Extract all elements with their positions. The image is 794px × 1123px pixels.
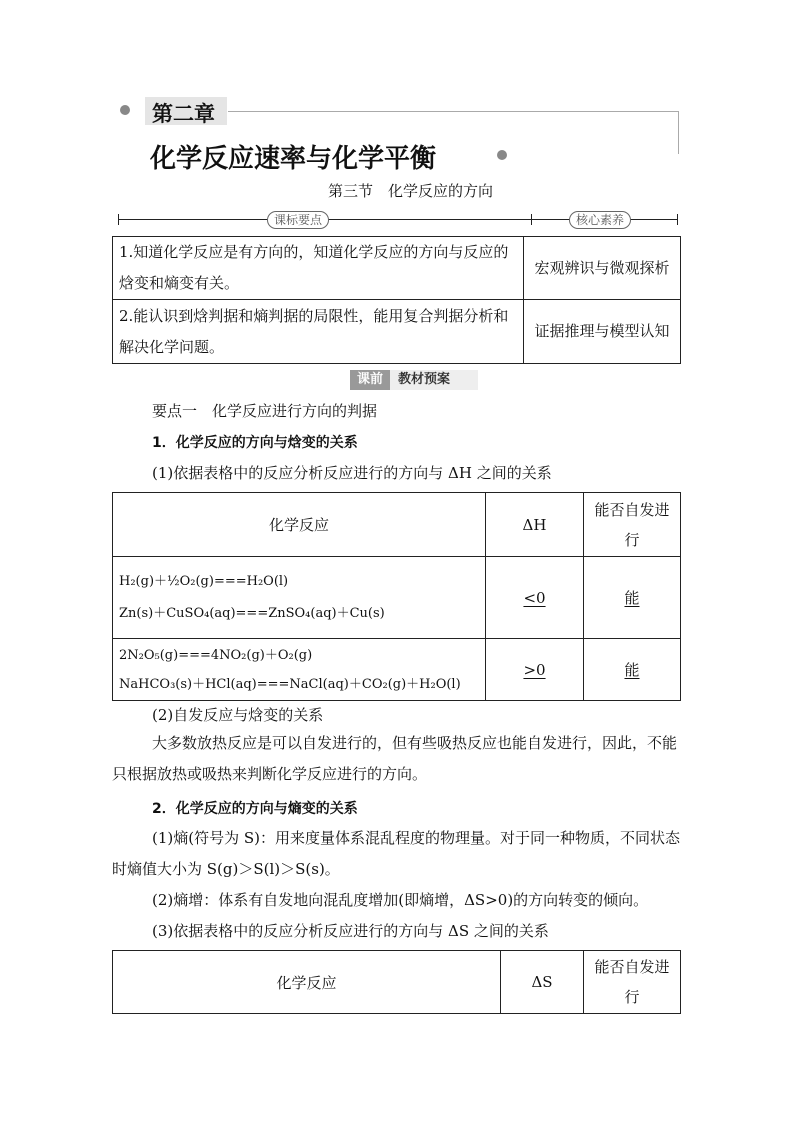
- paragraph: (1)依据表格中的反应分析反应进行的方向与 ΔH 之间的关系: [152, 464, 552, 482]
- enthalpy-value: <0: [523, 588, 546, 607]
- objective-text: 1.知道化学反应是有方向的，知道化学反应的方向与反应的焓变和熵变有关。: [113, 237, 524, 300]
- chapter-title: 化学反应速率与化学平衡: [150, 144, 437, 174]
- objectives-table: [112, 236, 681, 364]
- table-header: 化学反应: [113, 493, 486, 557]
- paragraph: (1)熵(符号为 S)：用来度量体系混乱程度的物理量。对于同一种物质，不同状态时熵值大小为 S(g)＞S(l)＞S(s)。: [112, 829, 680, 878]
- banner-tag: 课前: [350, 370, 390, 390]
- reaction: H₂(g)＋½O₂(g)===H₂O(l): [119, 573, 289, 589]
- paragraph: (2)自发反应与焓变的关系: [152, 706, 324, 724]
- table-header: 能否自发进行: [584, 951, 681, 1014]
- objective-literacy: 宏观辨识与微观探析: [524, 237, 681, 300]
- heading: 1．化学反应的方向与焓变的关系: [152, 435, 358, 451]
- divider-tick: [118, 214, 119, 225]
- paragraph: (3)依据表格中的反应分析反应进行的方向与 ΔS 之间的关系: [152, 922, 549, 940]
- table-header: 能否自发进行: [584, 493, 681, 557]
- entropy-table: [112, 950, 681, 1014]
- bullet-icon: [497, 150, 507, 160]
- chapter-label: 第二章: [152, 101, 215, 126]
- objective-text: 2.能认识到焓判据和熵判据的局限性，能用复合判据分析和解决化学问题。: [113, 300, 524, 364]
- paragraph: (2)熵增：体系有自发地向混乱度增加(即熵增，ΔS>0)的方向转变的倾向。: [152, 891, 649, 909]
- objective-literacy: 证据推理与模型认知: [524, 300, 681, 364]
- paragraph: 大多数放热反应是可以自发进行的，但有些吸热反应也能自发进行，因此，不能只根据放热或吸热来判断化学反应进行的方向。: [112, 734, 678, 783]
- spontaneity-value: 能: [624, 661, 640, 679]
- spontaneity-value: 能: [624, 589, 640, 607]
- heading: 2．化学反应的方向与熵变的关系: [152, 801, 358, 817]
- reaction: NaHCO₃(s)＋HCl(aq)===NaCl(aq)＋CO₂(g)＋H₂O(l): [119, 676, 461, 692]
- tab-curriculum: 课标要点: [267, 211, 329, 229]
- enthalpy-value: >0: [523, 660, 546, 679]
- reaction: Zn(s)＋CuSO₄(aq)===ZnSO₄(aq)＋Cu(s): [119, 605, 385, 621]
- reaction: 2N₂O₅(g)===4NO₂(g)＋O₂(g): [119, 647, 313, 663]
- table-header: ΔS: [501, 951, 584, 1014]
- tab-literacy: 核心素养: [569, 211, 631, 229]
- table-header: 化学反应: [113, 951, 501, 1014]
- banner-text: 教材预案: [398, 372, 451, 387]
- bullet-icon: [120, 105, 130, 115]
- section-title: 第三节 化学反应的方向: [328, 182, 494, 200]
- divider-tick: [531, 214, 532, 225]
- table-header: ΔH: [486, 493, 584, 557]
- enthalpy-table: [112, 492, 681, 701]
- divider-tick: [677, 214, 678, 225]
- point-heading: 要点一 化学反应进行方向的判据: [152, 402, 378, 420]
